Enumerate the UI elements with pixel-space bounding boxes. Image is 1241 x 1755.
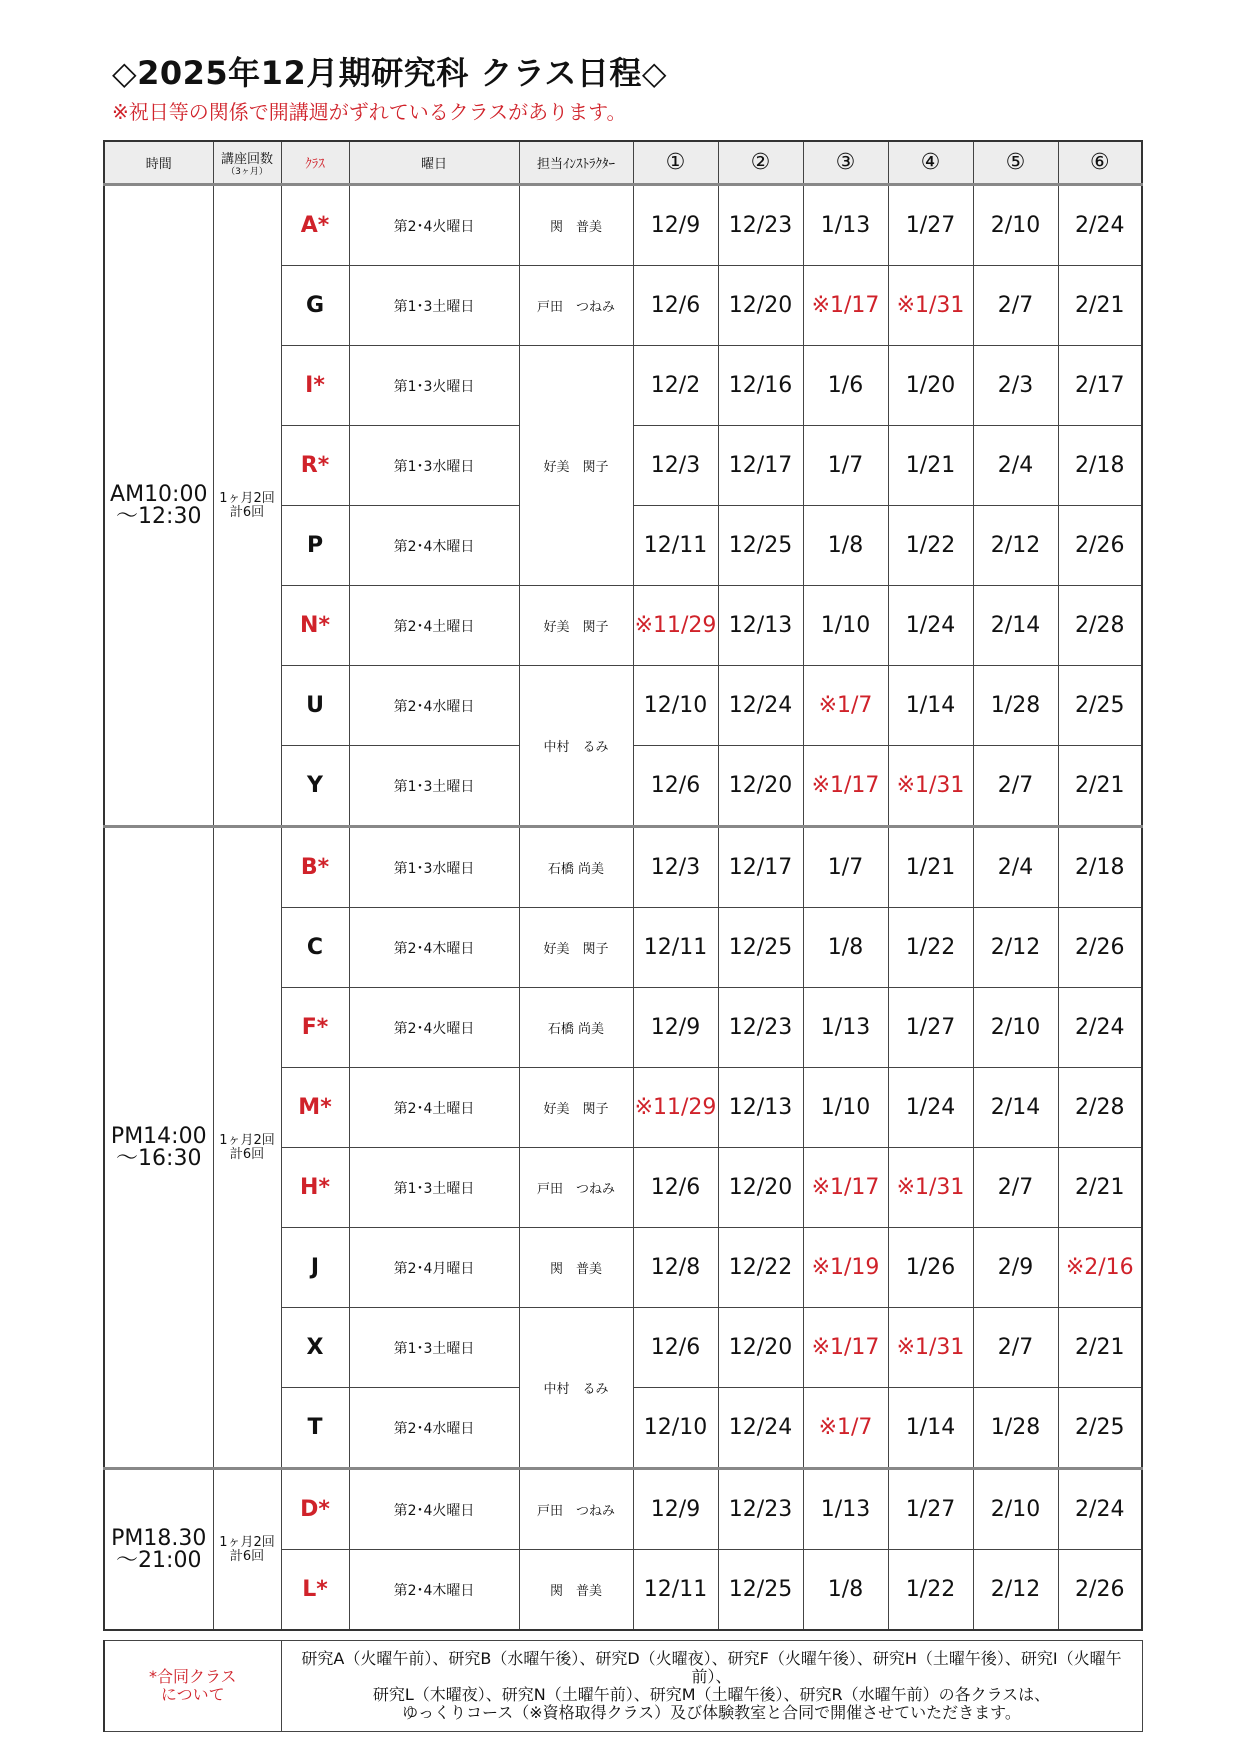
session-count: 1ヶ月2回 計6回 [213,185,281,827]
class-code: X [281,1308,349,1388]
class-code: H* [281,1148,349,1228]
session-date-5: 2/9 [973,1228,1058,1308]
session-date-2: 12/17 [718,426,803,506]
class-code: L* [281,1550,349,1631]
session-date-3: 1/10 [803,1068,888,1148]
session-date-6: ※2/16 [1058,1228,1142,1308]
holiday-note: ※祝日等の関係で開講週がずれているクラスがあります。 [112,100,627,124]
session-date-6: 2/21 [1058,1148,1142,1228]
weekday: 第2･4木曜日 [349,506,519,586]
instructor: 関 普美 [519,1228,633,1308]
session-date-3: 1/6 [803,346,888,426]
session-date-2: 12/23 [718,1469,803,1550]
session-date-6: 2/28 [1058,1068,1142,1148]
session-date-6: 2/26 [1058,1550,1142,1631]
session-date-6: 2/24 [1058,988,1142,1068]
header-class: ｸﾗｽ [281,141,349,185]
instructor: 好美 関子 [519,346,633,586]
joint-class-label: *合同クラス について [104,1641,281,1732]
header-session-4: ④ [888,141,973,185]
session-date-6: 2/28 [1058,586,1142,666]
class-code: C [281,908,349,988]
session-date-3: 1/8 [803,506,888,586]
instructor: 中村 るみ [519,1308,633,1469]
session-date-5: 2/14 [973,1068,1058,1148]
header-session-3: ③ [803,141,888,185]
session-date-6: 2/25 [1058,1388,1142,1469]
session-date-6: 2/17 [1058,346,1142,426]
session-date-1: 12/11 [633,1550,718,1631]
session-date-1: 12/8 [633,1228,718,1308]
session-date-6: 2/26 [1058,506,1142,586]
session-date-6: 2/25 [1058,666,1142,746]
session-date-1: 12/9 [633,1469,718,1550]
session-date-1: 12/10 [633,1388,718,1469]
session-date-2: 12/13 [718,1068,803,1148]
session-date-5: 1/28 [973,1388,1058,1469]
session-date-2: 12/23 [718,185,803,266]
session-date-4: 1/27 [888,185,973,266]
class-code: A* [281,185,349,266]
header-session-5: ⑤ [973,141,1058,185]
session-date-2: 12/25 [718,908,803,988]
header-day: 曜日 [349,141,519,185]
class-code: U [281,666,349,746]
session-date-5: 2/12 [973,506,1058,586]
schedule-table [103,140,1143,1631]
session-date-2: 12/24 [718,1388,803,1469]
session-date-1: 12/10 [633,666,718,746]
time-slot: AM10:00 ～12:30 [104,185,213,827]
session-date-5: 2/3 [973,346,1058,426]
session-date-4: ※1/31 [888,266,973,346]
session-date-1: ※11/29 [633,1068,718,1148]
session-date-3: 1/13 [803,185,888,266]
class-code: M* [281,1068,349,1148]
class-code: F* [281,988,349,1068]
weekday: 第2･4木曜日 [349,908,519,988]
weekday: 第1･3土曜日 [349,746,519,827]
session-date-1: 12/11 [633,506,718,586]
class-code: T [281,1388,349,1469]
class-code: P [281,506,349,586]
session-date-1: 12/11 [633,908,718,988]
session-date-6: 2/21 [1058,1308,1142,1388]
session-date-5: 2/7 [973,746,1058,827]
weekday: 第2･4水曜日 [349,666,519,746]
instructor: 好美 関子 [519,586,633,666]
session-date-3: 1/13 [803,988,888,1068]
session-date-4: 1/24 [888,1068,973,1148]
instructor: 好美 関子 [519,1068,633,1148]
class-code: D* [281,1469,349,1550]
weekday: 第1･3土曜日 [349,266,519,346]
header-session-1: ① [633,141,718,185]
weekday: 第2･4火曜日 [349,988,519,1068]
weekday: 第1･3水曜日 [349,827,519,908]
session-date-3: 1/7 [803,827,888,908]
session-date-3: 1/13 [803,1469,888,1550]
session-date-2: 12/25 [718,506,803,586]
class-code: J [281,1228,349,1308]
session-date-4: 1/14 [888,1388,973,1469]
session-date-5: 2/7 [973,1308,1058,1388]
session-date-5: 2/7 [973,266,1058,346]
session-date-3: 1/10 [803,586,888,666]
session-date-2: 12/20 [718,1308,803,1388]
table-header-row [104,141,1142,185]
session-date-1: 12/6 [633,746,718,827]
session-date-3: ※1/7 [803,1388,888,1469]
session-date-3: 1/8 [803,908,888,988]
session-date-4: 1/22 [888,908,973,988]
page-title: ◇2025年12月期研究科 クラス日程◇ [112,54,667,92]
session-date-1: 12/9 [633,185,718,266]
session-date-2: 12/13 [718,586,803,666]
session-date-5: 2/4 [973,426,1058,506]
session-date-5: 2/4 [973,827,1058,908]
session-date-4: ※1/31 [888,1148,973,1228]
session-date-2: 12/20 [718,266,803,346]
session-date-5: 2/10 [973,1469,1058,1550]
table-row [104,827,1142,908]
time-slot: PM18.30 ～21:00 [104,1469,213,1631]
weekday: 第2･4火曜日 [349,185,519,266]
session-date-2: 12/17 [718,827,803,908]
class-code: N* [281,586,349,666]
session-date-2: 12/24 [718,666,803,746]
class-code: I* [281,346,349,426]
session-date-1: 12/3 [633,827,718,908]
session-date-4: 1/24 [888,586,973,666]
session-date-3: ※1/17 [803,746,888,827]
session-date-1: 12/6 [633,1308,718,1388]
session-date-5: 2/14 [973,586,1058,666]
session-date-3: ※1/19 [803,1228,888,1308]
session-date-4: 1/27 [888,1469,973,1550]
session-date-6: 2/24 [1058,185,1142,266]
session-date-4: 1/22 [888,506,973,586]
class-code: G [281,266,349,346]
session-date-4: 1/22 [888,1550,973,1631]
weekday: 第2･4火曜日 [349,1469,519,1550]
session-count: 1ヶ月2回 計6回 [213,827,281,1469]
session-date-4: ※1/31 [888,1308,973,1388]
session-date-3: ※1/7 [803,666,888,746]
session-date-2: 12/16 [718,346,803,426]
instructor: 戸田 つねみ [519,1148,633,1228]
weekday: 第1･3土曜日 [349,1148,519,1228]
session-date-6: 2/18 [1058,827,1142,908]
session-date-5: 1/28 [973,666,1058,746]
session-date-5: 2/12 [973,1550,1058,1631]
session-date-3: ※1/17 [803,1148,888,1228]
class-code: B* [281,827,349,908]
session-date-3: 1/7 [803,426,888,506]
weekday: 第2･4土曜日 [349,1068,519,1148]
session-date-2: 12/22 [718,1228,803,1308]
weekday: 第1･3水曜日 [349,426,519,506]
header-instructor: 担当ｲﾝｽﾄﾗｸﾀｰ [519,141,633,185]
session-date-1: 12/2 [633,346,718,426]
class-code: R* [281,426,349,506]
session-date-3: ※1/17 [803,1308,888,1388]
schedule-body [104,185,1142,1631]
session-date-2: 12/25 [718,1550,803,1631]
session-date-4: 1/14 [888,666,973,746]
session-date-5: 2/10 [973,185,1058,266]
session-date-4: 1/21 [888,827,973,908]
session-date-5: 2/7 [973,1148,1058,1228]
joint-class-note: 研究A（火曜午前）、研究B（水曜午後）、研究D（火曜夜）、研究F（火曜午後）、研究H（土曜午後）、研究I（火曜午前）、 研究L（木曜夜）、研究N（土曜午前）、研究M（土曜午後）、研究R（水曜午前）の各クラスは、 ゆっくりコース（※資格取得クラス）及び体験教室と合同で開催させていただきます。 [281,1641,1142,1732]
session-date-5: 2/10 [973,988,1058,1068]
instructor: 戸田 つねみ [519,1469,633,1550]
weekday: 第1･3土曜日 [349,1308,519,1388]
instructor: 戸田 つねみ [519,266,633,346]
instructor: 好美 関子 [519,908,633,988]
session-date-6: 2/18 [1058,426,1142,506]
header-session-6: ⑥ [1058,141,1142,185]
weekday: 第1･3火曜日 [349,346,519,426]
session-date-6: 2/26 [1058,908,1142,988]
session-date-4: ※1/31 [888,746,973,827]
instructor: 石橋 尚美 [519,988,633,1068]
session-date-1: 12/9 [633,988,718,1068]
instructor: 関 普美 [519,1550,633,1631]
weekday: 第2･4月曜日 [349,1228,519,1308]
session-date-4: 1/21 [888,426,973,506]
session-date-3: 1/8 [803,1550,888,1631]
session-date-6: 2/21 [1058,266,1142,346]
class-code: Y [281,746,349,827]
header-count: 講座回数 （3ヶ月） [213,141,281,185]
time-slot: PM14:00 ～16:30 [104,827,213,1469]
weekday: 第2･4土曜日 [349,586,519,666]
table-row [104,1469,1142,1550]
instructor: 中村 るみ [519,666,633,827]
session-date-1: ※11/29 [633,586,718,666]
session-date-4: 1/20 [888,346,973,426]
header-session-2: ② [718,141,803,185]
instructor: 石橋 尚美 [519,827,633,908]
session-date-1: 12/6 [633,1148,718,1228]
table-row [104,185,1142,266]
session-date-6: 2/24 [1058,1469,1142,1550]
session-date-4: 1/26 [888,1228,973,1308]
session-date-1: 12/6 [633,266,718,346]
session-date-1: 12/3 [633,426,718,506]
instructor: 関 普美 [519,185,633,266]
session-date-2: 12/23 [718,988,803,1068]
footer-table [103,1640,1143,1732]
session-date-5: 2/12 [973,908,1058,988]
session-date-2: 12/20 [718,1148,803,1228]
weekday: 第2･4木曜日 [349,1550,519,1631]
weekday: 第2･4水曜日 [349,1388,519,1469]
session-date-2: 12/20 [718,746,803,827]
session-date-3: ※1/17 [803,266,888,346]
session-date-4: 1/27 [888,988,973,1068]
session-count: 1ヶ月2回 計6回 [213,1469,281,1631]
session-date-6: 2/21 [1058,746,1142,827]
header-time: 時間 [104,141,213,185]
